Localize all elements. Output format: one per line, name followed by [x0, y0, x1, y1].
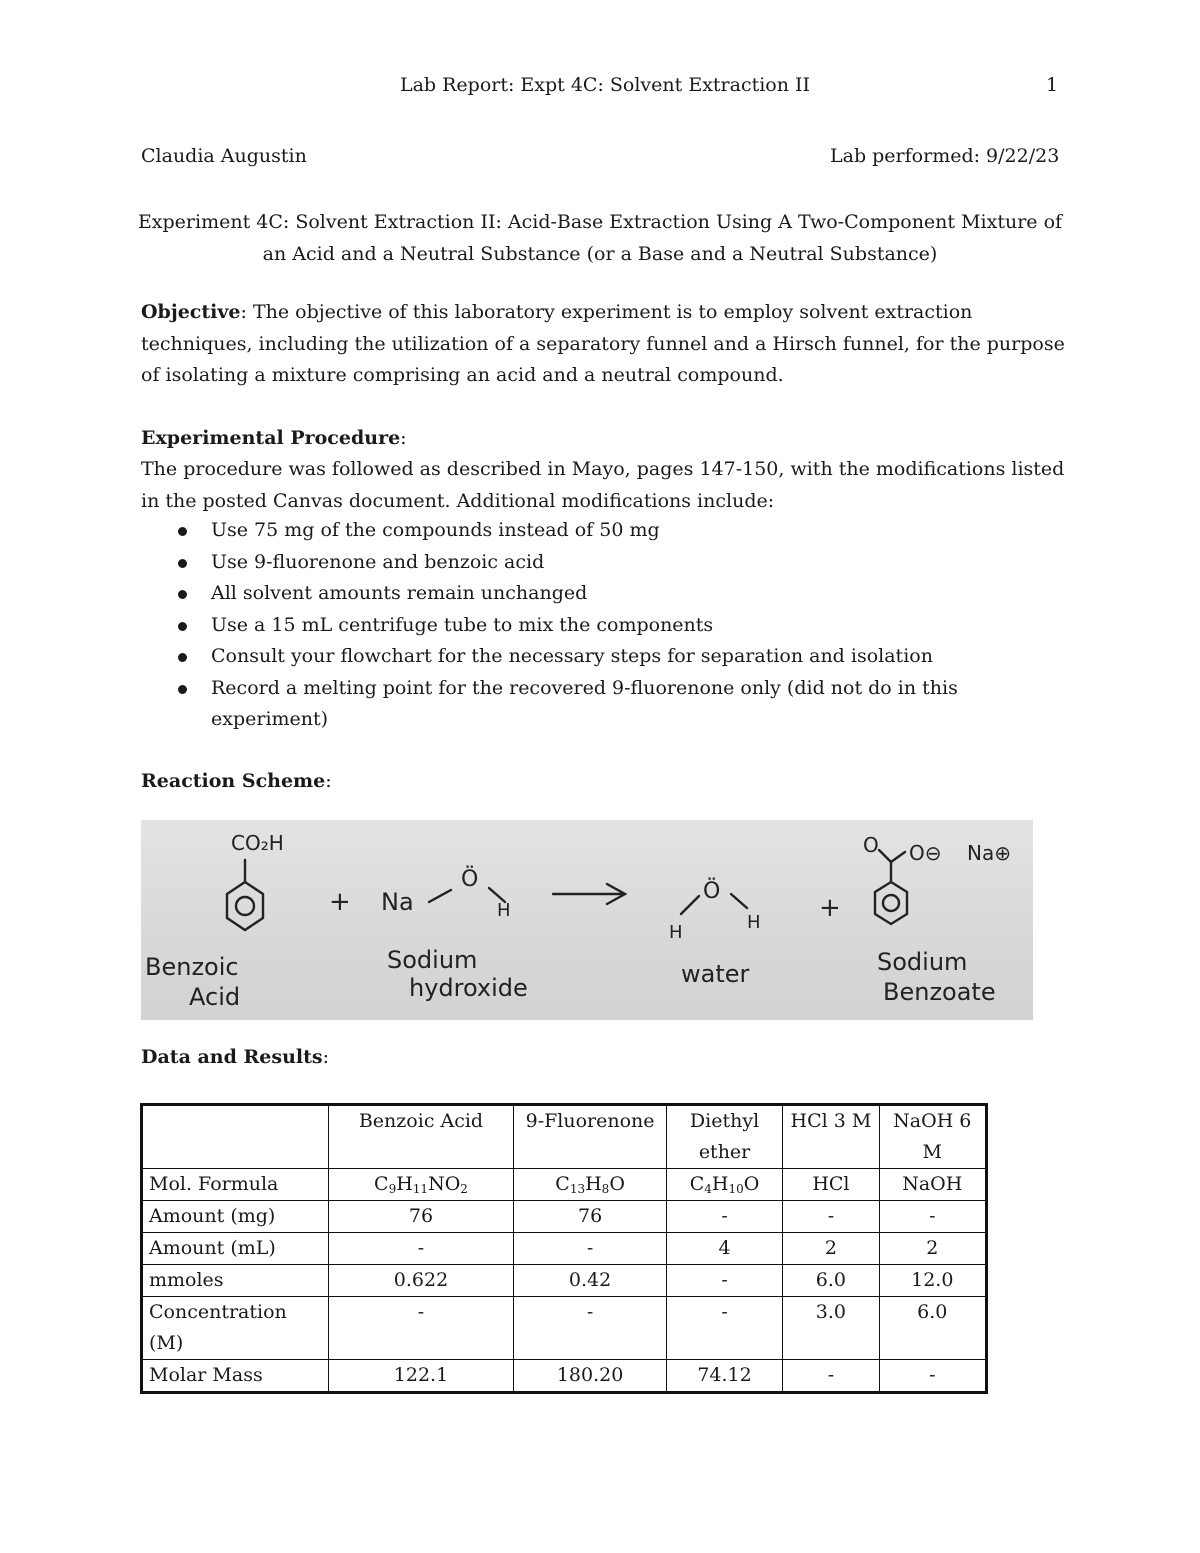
author-name: Claudia Augustin: [141, 145, 307, 167]
table-cell-formula: $C_9H_{11}NO_2$: [328, 1169, 514, 1201]
scheme-atom: H: [669, 922, 683, 943]
table-row: [142, 1201, 987, 1233]
table-cell: -: [783, 1360, 879, 1393]
table-cell-formula: NaOH: [879, 1169, 986, 1201]
experiment-title: Experiment 4C: Solvent Extraction II: Acid-Base Extraction Using A Two-Component Mixture of an Acid and a Neutral Substance (or a Base and a Neutral Substance): [137, 211, 1063, 265]
data-heading: [141, 1042, 1071, 1074]
scheme-label: Sodium: [877, 948, 968, 976]
scheme-atom: H: [497, 900, 511, 921]
table-cell: 3.0: [783, 1297, 879, 1360]
table-header-cell: [142, 1105, 329, 1169]
list-item: Use 9-fluorenone and benzoic acid: [141, 547, 1041, 579]
table-cell: 122.1: [328, 1360, 514, 1393]
table-cell: 6.0: [879, 1297, 986, 1360]
header-title: Lab Report: Expt 4C: Solvent Extraction II: [399, 74, 811, 96]
table-cell: -: [328, 1233, 514, 1265]
procedure-label: Experimental Procedure: [141, 427, 401, 449]
reaction-label: Reaction Scheme: [141, 770, 326, 792]
table-cell: -: [666, 1297, 782, 1360]
table-cell-formula: $C_{13}H_8O$: [514, 1169, 667, 1201]
row-label: Amount (mg): [142, 1201, 329, 1233]
table-cell: -: [666, 1201, 782, 1233]
data-label: Data and Results: [141, 1046, 323, 1068]
scheme-label: Benzoic: [145, 953, 239, 981]
table-cell-formula: HCl: [783, 1169, 879, 1201]
table-header-cell: NaOH 6 M: [879, 1105, 986, 1169]
scheme-atom: Na⊕: [967, 841, 1011, 865]
table-row: [142, 1169, 987, 1201]
list-item: Use a 15 mL centrifuge tube to mix the components: [141, 610, 1041, 642]
table-cell: 180.20: [514, 1360, 667, 1393]
lab-date: Lab performed: 9/22/23: [830, 145, 1060, 167]
scheme-label: hydroxide: [409, 974, 528, 1002]
table-header-cell: HCl 3 M: [783, 1105, 879, 1169]
scheme-plus: +: [819, 893, 841, 923]
row-label: mmoles: [142, 1265, 329, 1297]
list-item: Record a melting point for the recovered 9-fluorenone only (did not do in this experiment): [141, 673, 1041, 736]
table-cell: 2: [879, 1233, 986, 1265]
table-cell: 12.0: [879, 1265, 986, 1297]
scheme-atom: Na: [381, 888, 414, 916]
table-cell: 4: [666, 1233, 782, 1265]
scheme-formula: CO₂H: [231, 831, 284, 855]
table-cell: 0.42: [514, 1265, 667, 1297]
table-cell: -: [328, 1297, 514, 1360]
procedure-text: The procedure was followed as described in Mayo, pages 147-150, with the modifications listed in the posted Canvas document. Additional modifications include:: [141, 458, 1065, 512]
row-label: Concentration (M): [142, 1297, 329, 1360]
table-row: [142, 1233, 987, 1265]
objective-label: Objective: [141, 301, 241, 323]
bond-line: [681, 896, 699, 914]
table-cell: 6.0: [783, 1265, 879, 1297]
reaction-heading: [141, 766, 1071, 798]
scheme-label: Acid: [189, 983, 241, 1011]
list-item: All solvent amounts remain unchanged: [141, 578, 1041, 610]
modifications-list: [141, 515, 1041, 736]
table-cell: 76: [514, 1201, 667, 1233]
table-row: [142, 1360, 987, 1393]
row-label: Mol. Formula: [142, 1169, 329, 1201]
benzene-ring: [227, 882, 263, 930]
table-cell: 2: [783, 1233, 879, 1265]
bond-line: [429, 890, 451, 902]
list-item: Use 75 mg of the compounds instead of 50 mg: [141, 515, 1041, 547]
procedure-heading: [141, 423, 1071, 455]
table-cell: -: [514, 1297, 667, 1360]
table-header-cell: Benzoic Acid: [328, 1105, 514, 1169]
table-cell: -: [783, 1201, 879, 1233]
table-cell-formula: $C_4H_{10}O$: [666, 1169, 782, 1201]
benzene-ring: [875, 882, 907, 924]
table-cell: -: [879, 1201, 986, 1233]
table-header-row: [142, 1105, 987, 1169]
data-table: [140, 1103, 988, 1394]
table-cell: 76: [328, 1201, 514, 1233]
scheme-atom: H: [747, 912, 761, 933]
benzene-ring-circle: [236, 897, 254, 915]
row-label: Amount (mL): [142, 1233, 329, 1265]
objective-text: : The objective of this laboratory experiment is to employ solvent extraction techniques, including the utilization of a separatory funnel and a Hirsch funnel, for the purpose of isolating a mixture comprising an acid and a neutral compound.: [141, 301, 1065, 386]
table-cell: -: [514, 1233, 667, 1265]
list-item: Consult your flowchart for the necessary steps for separation and isolation: [141, 641, 1041, 673]
table-header-cell: 9-Fluorenone: [514, 1105, 667, 1169]
table-row: [142, 1297, 987, 1360]
reaction-scheme-drawing: [141, 820, 1033, 1020]
scheme-atom: Ö: [461, 867, 479, 892]
row-label: Molar Mass: [142, 1360, 329, 1393]
reaction-scheme-image: [141, 820, 1033, 1020]
table-cell: 0.622: [328, 1265, 514, 1297]
table-cell: 74.12: [666, 1360, 782, 1393]
scheme-label: Benzoate: [883, 978, 996, 1006]
scheme-atom: O⊖: [909, 841, 942, 865]
scheme-label: water: [681, 960, 750, 988]
scheme-label: Sodium: [387, 946, 478, 974]
table-row: [142, 1265, 987, 1297]
bond-line: [891, 852, 905, 862]
table-cell: -: [879, 1360, 986, 1393]
procedure-colon: :: [400, 427, 407, 449]
bond-line: [731, 894, 747, 908]
table-header-cell: Diethyl ether: [666, 1105, 782, 1169]
table-cell: -: [666, 1265, 782, 1297]
scheme-atom: Ö: [703, 879, 721, 904]
page-number: 1: [1046, 74, 1059, 96]
scheme-plus: +: [329, 887, 351, 917]
objective-section: [141, 297, 1071, 392]
benzene-ring-circle: [883, 895, 899, 911]
bond-line: [879, 850, 891, 862]
scheme-atom: O: [863, 833, 879, 857]
reaction-colon: :: [325, 770, 332, 792]
data-colon: :: [322, 1046, 330, 1068]
